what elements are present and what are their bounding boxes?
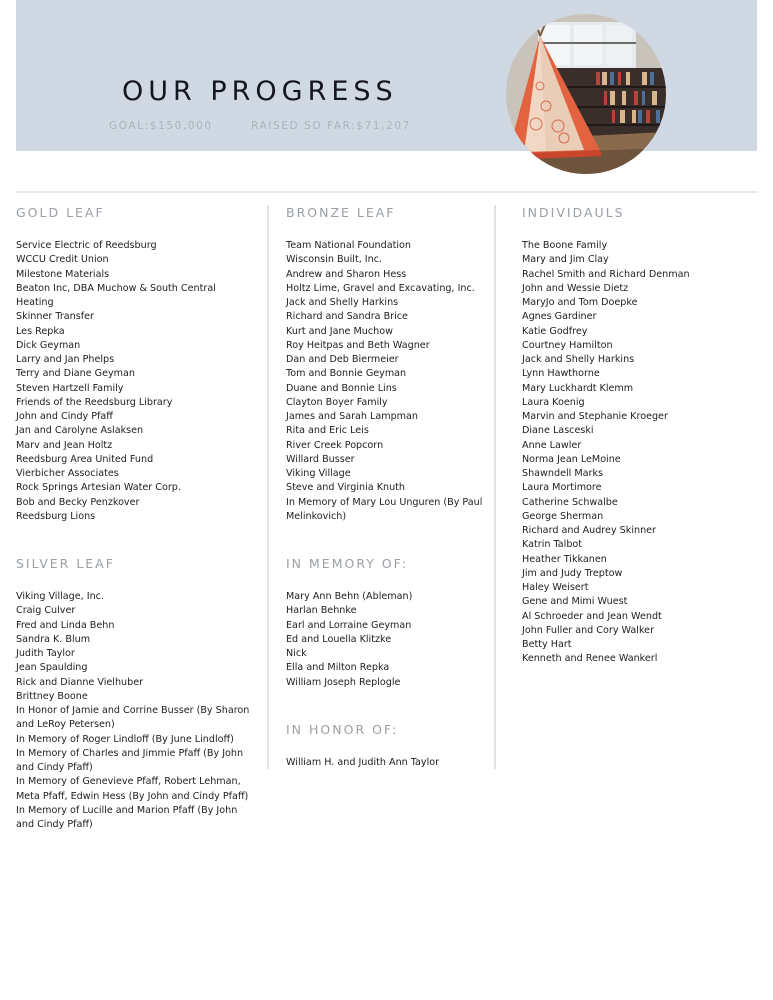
- donor-name: Jean Spaulding: [16, 662, 88, 674]
- donor-name: Harlan Behnke: [286, 605, 357, 617]
- donor-name: Gene and Mimi Wuest: [522, 596, 628, 608]
- donor-name: Milestone Materials: [16, 268, 110, 280]
- donor-name: Skinner Transfer: [16, 311, 94, 323]
- donor-name: Betty Hart: [522, 639, 572, 650]
- column-divider-1: [267, 205, 269, 769]
- donor-name: Steven Hartzell Family: [16, 382, 124, 394]
- donor-name: In Memory of Roger Lindloff (By June Lindloff): [16, 733, 234, 745]
- donor-name: Al Schroeder and Jean Wendt: [522, 610, 662, 622]
- donor-name: Marvin and Stephanie Kroeger: [522, 411, 668, 422]
- donor-name: Rock Springs Artesian Water Corp.: [16, 482, 181, 494]
- donor-name: John and Cindy Pfaff: [16, 411, 113, 422]
- donor-name: Laura Mortimore: [522, 482, 602, 494]
- donor-name: Dick Geyman: [16, 339, 81, 351]
- donor-name: Katrin Talbot: [522, 539, 583, 551]
- donor-name: The Boone Family: [522, 240, 608, 251]
- donor-name: Holtz Lime, Gravel and Excavating, Inc.: [286, 282, 475, 294]
- donor-name: Craig Culver: [16, 605, 76, 617]
- column-right: [522, 205, 757, 667]
- donor-name: Rick and Dianne Vielhuber: [16, 676, 144, 688]
- donor-name: Service Electric of Reedsburg: [16, 240, 157, 251]
- bronze-leaf-list: [286, 239, 491, 524]
- donor-name: Bob and Becky Penzkover: [16, 496, 140, 508]
- donor-name: Steve and Virginia Knuth: [286, 482, 405, 494]
- donor-name: Rachel Smith and Richard Denman: [522, 268, 690, 280]
- donor-name: Ed and Louella Klitzke: [286, 633, 392, 645]
- donor-name: Shawndell Marks: [522, 468, 604, 479]
- donor-name: Willard Busser: [286, 453, 355, 465]
- donor-name: Viking Village: [286, 468, 351, 479]
- header-divider: [16, 191, 757, 193]
- donor-name: WCCU Credit Union: [16, 254, 109, 266]
- donor-name: Jan and Carolyne Aslaksen: [16, 425, 144, 437]
- donor-name: In Honor of Jamie and Corrine Busser (By Sharon and LeRoy Petersen): [16, 705, 250, 731]
- silver-leaf-list: [16, 590, 256, 832]
- goal-amount: GOAL:$150,000: [109, 120, 213, 132]
- donor-name: Andrew and Sharon Hess: [286, 268, 407, 280]
- donor-name: Tom and Bonnie Geyman: [286, 368, 407, 380]
- donor-name: Richard and Audrey Skinner: [522, 525, 656, 536]
- donor-name: Lynn Hawthorne: [522, 368, 600, 380]
- donor-name: Dan and Deb Biermeier: [286, 354, 399, 365]
- donor-name: Katie Godfrey: [522, 325, 588, 337]
- in-honor-heading: IN HONOR OF:: [286, 721, 399, 737]
- raised-amount: RAISED SO FAR:$71,207: [251, 120, 411, 132]
- column-left: [16, 205, 256, 832]
- donor-name: Rita and Eric Leis: [286, 425, 369, 437]
- donor-name: Kurt and Jane Muchow: [286, 325, 393, 337]
- donor-name: Anne Lawler: [522, 439, 582, 451]
- donor-name: Courtney Hamilton: [522, 339, 613, 351]
- donor-name: Diane Lasceski: [522, 425, 594, 437]
- donor-name: In Memory of Genevieve Pfaff, Robert Lehman, Meta Pfaff, Edwin Hess (By John and Cindy Pfaff): [16, 776, 249, 802]
- in-memory-heading: IN MEMORY OF:: [286, 556, 409, 571]
- individuals-list: [522, 239, 757, 667]
- donor-name: Duane and Bonnie Lins: [286, 382, 397, 394]
- donor-name: Larry and Jan Phelps: [16, 354, 115, 365]
- library-teepee-photo: [506, 14, 666, 174]
- donor-name: Brittney Boone: [16, 690, 88, 702]
- donor-name: In Memory of Mary Lou Unguren (By Paul Melinkovich): [286, 496, 483, 522]
- donor-name: Agnes Gardiner: [522, 311, 597, 323]
- donor-name: Norma Jean LeMoine: [522, 453, 621, 465]
- donor-name: Roy Heitpas and Beth Wagner: [286, 339, 430, 351]
- donor-name: William Joseph Replogle: [286, 676, 401, 688]
- in-honor-list: [286, 756, 491, 770]
- donor-name: Laura Koenig: [522, 396, 585, 408]
- donor-name: George Sherman: [522, 510, 604, 522]
- donor-name: Mary and Jim Clay: [522, 254, 609, 266]
- donor-name: Mary Ann Behn (Ableman): [286, 591, 413, 602]
- donor-name: Haley Weisert: [522, 582, 589, 593]
- donor-name: Friends of the Reedsburg Library: [16, 396, 173, 408]
- donor-name: James and Sarah Lampman: [286, 411, 418, 422]
- donor-name: Beaton Inc, DBA Muchow & South Central Heating: [16, 282, 216, 308]
- donor-name: MaryJo and Tom Doepke: [522, 297, 638, 308]
- donor-name: Clayton Boyer Family: [286, 396, 388, 408]
- donor-name: River Creek Popcorn: [286, 439, 384, 451]
- donor-name: Team National Foundation: [286, 240, 411, 251]
- donor-name: John and Wessie Dietz: [522, 282, 629, 294]
- donor-name: Reedsburg Lions: [16, 510, 96, 522]
- individuals-heading: INDIVIDAULS: [522, 205, 625, 220]
- donor-name: Nick: [286, 648, 307, 659]
- silver-leaf-heading: SILVER LEAF: [16, 556, 115, 571]
- donor-name: In Memory of Lucille and Marion Pfaff (By John and Cindy Pfaff): [16, 804, 238, 830]
- donor-name: Wisconsin Built, Inc.: [286, 254, 383, 266]
- donor-name: John Fuller and Cory Walker: [522, 624, 655, 636]
- donor-name: Mary Luckhardt Klemm: [522, 382, 634, 394]
- donor-name: Judith Taylor: [16, 648, 75, 659]
- donor-name: Jack and Shelly Harkins: [522, 354, 635, 365]
- donor-name: Fred and Linda Behn: [16, 619, 115, 631]
- donor-name: Heather Tikkanen: [522, 553, 607, 565]
- in-memory-list: [286, 590, 491, 690]
- column-middle: [286, 205, 491, 770]
- donor-name: Kenneth and Renee Wankerl: [522, 653, 658, 665]
- donor-name: Les Repka: [16, 325, 65, 337]
- donor-name: Reedsburg Area United Fund: [16, 453, 154, 465]
- donor-name: Sandra K. Blum: [16, 633, 91, 645]
- donor-name: Jack and Shelly Harkins: [286, 297, 399, 308]
- donor-name: Catherine Schwalbe: [522, 496, 618, 508]
- donor-name: Jim and Judy Treptow: [522, 567, 623, 579]
- donor-name: Viking Village, Inc.: [16, 591, 105, 602]
- donor-name: William H. and Judith Ann Taylor: [286, 756, 440, 768]
- bronze-leaf-heading: BRONZE LEAF: [286, 205, 396, 220]
- donor-name: Terry and Diane Geyman: [16, 368, 135, 380]
- column-divider-2: [494, 205, 496, 769]
- gold-leaf-heading: GOLD LEAF: [16, 205, 105, 220]
- donor-name: Earl and Lorraine Geyman: [286, 619, 412, 631]
- page-title: OUR PROGRESS: [122, 76, 398, 107]
- donor-name: Vierbicher Associates: [16, 468, 119, 479]
- donor-name: Ella and Milton Repka: [286, 662, 390, 674]
- gold-leaf-list: [16, 239, 256, 524]
- donor-name: Marv and Jean Holtz: [16, 439, 113, 451]
- donor-name: In Memory of Charles and Jimmie Pfaff (By John and Cindy Pfaff): [16, 747, 244, 773]
- donor-name: Richard and Sandra Brice: [286, 311, 408, 323]
